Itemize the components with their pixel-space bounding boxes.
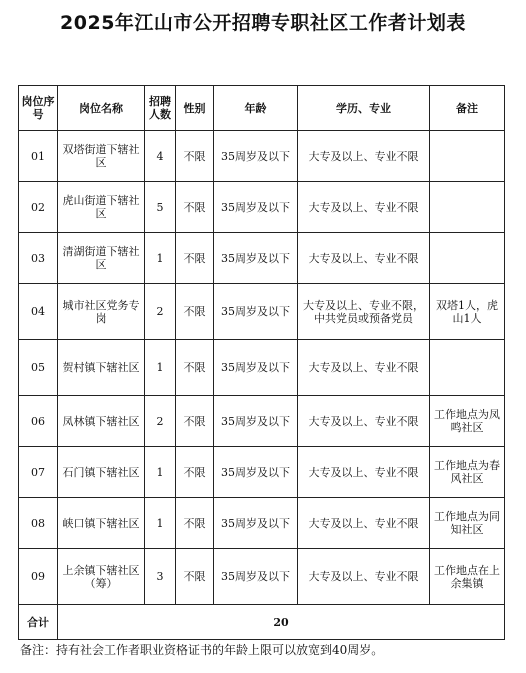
cell-count: 1 bbox=[145, 498, 176, 549]
cell-age: 35周岁及以下 bbox=[214, 233, 298, 284]
cell-name: 虎山街道下辖社区 bbox=[58, 182, 145, 233]
header-seq: 岗位序号 bbox=[19, 86, 58, 131]
cell-age: 35周岁及以下 bbox=[214, 284, 298, 340]
cell-gender: 不限 bbox=[176, 396, 214, 447]
cell-age: 35周岁及以下 bbox=[214, 131, 298, 182]
cell-count: 4 bbox=[145, 131, 176, 182]
cell-seq: 03 bbox=[19, 233, 58, 284]
cell-count: 3 bbox=[145, 549, 176, 605]
cell-count: 2 bbox=[145, 284, 176, 340]
header-count: 招聘人数 bbox=[145, 86, 176, 131]
cell-edu: 大专及以上、专业不限，中共党员或预备党员 bbox=[298, 284, 430, 340]
cell-edu: 大专及以上、专业不限 bbox=[298, 233, 430, 284]
cell-count: 1 bbox=[145, 233, 176, 284]
table-row bbox=[19, 131, 505, 182]
cell-age: 35周岁及以下 bbox=[214, 182, 298, 233]
cell-remark bbox=[430, 233, 505, 284]
cell-edu: 大专及以上、专业不限 bbox=[298, 549, 430, 605]
cell-gender: 不限 bbox=[176, 549, 214, 605]
cell-count: 5 bbox=[145, 182, 176, 233]
cell-name: 石门镇下辖社区 bbox=[58, 447, 145, 498]
cell-gender: 不限 bbox=[176, 340, 214, 396]
header-age: 年龄 bbox=[214, 86, 298, 131]
total-value: 20 bbox=[58, 605, 505, 640]
page-title: 2025年江山市公开招聘专职社区工作者计划表 bbox=[60, 12, 466, 34]
cell-seq: 01 bbox=[19, 131, 58, 182]
cell-gender: 不限 bbox=[176, 131, 214, 182]
table-row bbox=[19, 549, 505, 605]
cell-age: 35周岁及以下 bbox=[214, 549, 298, 605]
cell-age: 35周岁及以下 bbox=[214, 447, 298, 498]
table-row bbox=[19, 498, 505, 549]
cell-seq: 06 bbox=[19, 396, 58, 447]
footnote: 备注：持有社会工作者职业资格证书的年龄上限可以放宽到40周岁。 bbox=[20, 643, 384, 657]
cell-remark: 双塔1人，虎山1人 bbox=[430, 284, 505, 340]
cell-gender: 不限 bbox=[176, 182, 214, 233]
cell-count: 1 bbox=[145, 340, 176, 396]
cell-count: 2 bbox=[145, 396, 176, 447]
cell-name: 凤林镇下辖社区 bbox=[58, 396, 145, 447]
cell-name: 峡口镇下辖社区 bbox=[58, 498, 145, 549]
cell-name: 清湖街道下辖社区 bbox=[58, 233, 145, 284]
cell-seq: 05 bbox=[19, 340, 58, 396]
cell-remark: 工作地点为同知社区 bbox=[430, 498, 505, 549]
table-row bbox=[19, 340, 505, 396]
header-gender: 性别 bbox=[176, 86, 214, 131]
cell-age: 35周岁及以下 bbox=[214, 498, 298, 549]
cell-edu: 大专及以上、专业不限 bbox=[298, 498, 430, 549]
cell-age: 35周岁及以下 bbox=[214, 340, 298, 396]
cell-remark bbox=[430, 131, 505, 182]
table-row bbox=[19, 396, 505, 447]
cell-name: 城市社区党务专岗 bbox=[58, 284, 145, 340]
header-name: 岗位名称 bbox=[58, 86, 145, 131]
recruitment-plan-table bbox=[18, 85, 505, 640]
header-remark: 备注 bbox=[430, 86, 505, 131]
cell-remark: 工作地点在上余集镇 bbox=[430, 549, 505, 605]
cell-seq: 09 bbox=[19, 549, 58, 605]
cell-name: 贺村镇下辖社区 bbox=[58, 340, 145, 396]
cell-remark: 工作地点为凤鸣社区 bbox=[430, 396, 505, 447]
cell-edu: 大专及以上、专业不限 bbox=[298, 340, 430, 396]
cell-gender: 不限 bbox=[176, 233, 214, 284]
cell-edu: 大专及以上、专业不限 bbox=[298, 182, 430, 233]
header-edu: 学历、专业 bbox=[298, 86, 430, 131]
cell-edu: 大专及以上、专业不限 bbox=[298, 396, 430, 447]
cell-seq: 04 bbox=[19, 284, 58, 340]
cell-name: 上余镇下辖社区（筹） bbox=[58, 549, 145, 605]
cell-gender: 不限 bbox=[176, 447, 214, 498]
total-row bbox=[19, 605, 505, 640]
cell-name: 双塔街道下辖社区 bbox=[58, 131, 145, 182]
cell-remark bbox=[430, 182, 505, 233]
cell-seq: 07 bbox=[19, 447, 58, 498]
total-label: 合计 bbox=[19, 605, 58, 640]
cell-remark bbox=[430, 340, 505, 396]
table-row bbox=[19, 284, 505, 340]
cell-edu: 大专及以上、专业不限 bbox=[298, 131, 430, 182]
cell-gender: 不限 bbox=[176, 284, 214, 340]
cell-edu: 大专及以上、专业不限 bbox=[298, 447, 430, 498]
table-row bbox=[19, 182, 505, 233]
cell-seq: 08 bbox=[19, 498, 58, 549]
cell-gender: 不限 bbox=[176, 498, 214, 549]
table-row bbox=[19, 233, 505, 284]
cell-count: 1 bbox=[145, 447, 176, 498]
cell-seq: 02 bbox=[19, 182, 58, 233]
cell-age: 35周岁及以下 bbox=[214, 396, 298, 447]
table-header-row bbox=[19, 86, 505, 131]
cell-remark: 工作地点为春风社区 bbox=[430, 447, 505, 498]
table-row bbox=[19, 447, 505, 498]
